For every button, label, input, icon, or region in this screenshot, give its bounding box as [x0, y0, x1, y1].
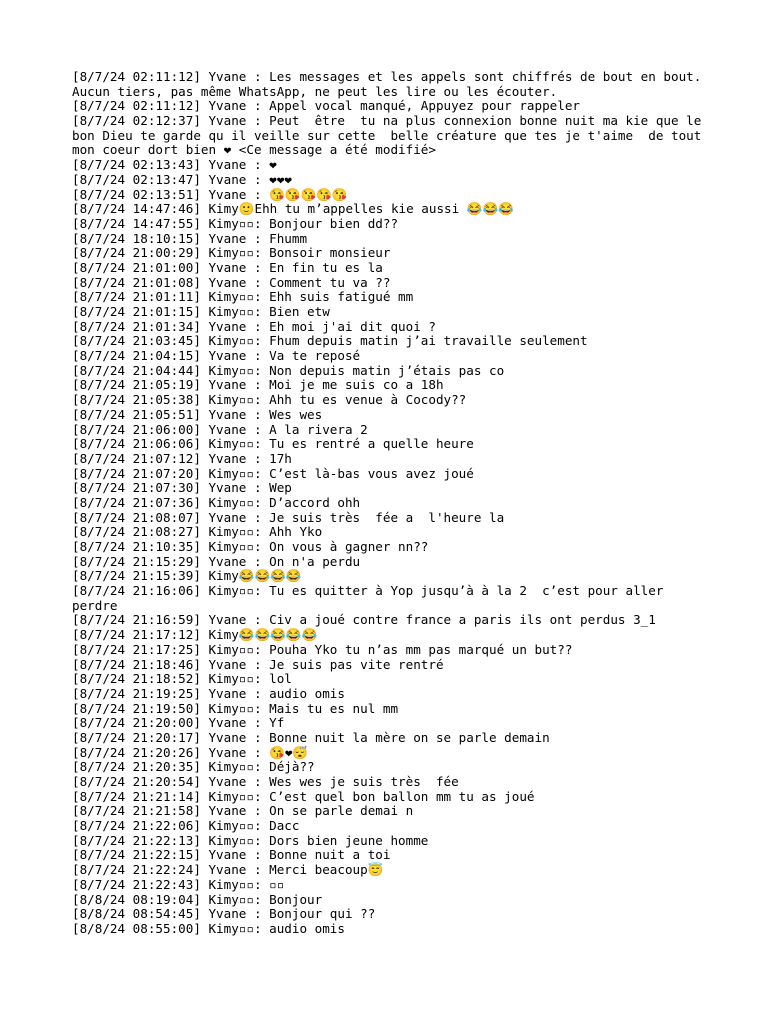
- chat-line: [8/7/24 21:18:52] Kimy▫▫: lol: [72, 671, 292, 687]
- chat-line: [8/7/24 21:06:00] Yvane : A la rivera 2: [72, 421, 368, 437]
- chat-line: [8/7/24 21:07:12] Yvane : 17h: [72, 450, 292, 466]
- chat-line: [8/7/24 21:06:06] Kimy▫▫: Tu es rentré a quelle heure: [72, 436, 474, 452]
- chat-line: [8/7/24 14:47:55] Kimy▫▫: Bonjour bien dd??: [72, 215, 399, 231]
- chat-line: [8/7/24 02:13:47] Yvane : ❤❤❤: [72, 171, 292, 187]
- chat-line: [8/7/24 21:17:12] Kimy😂😂😂😂😂: [72, 627, 318, 643]
- chat-line: [8/7/24 21:05:19] Yvane : Moi je me suis co a 18h: [72, 377, 444, 393]
- chat-line: [8/7/24 21:20:00] Yvane : Yf: [72, 715, 285, 731]
- chat-line: [8/7/24 02:11:12] Yvane : Les messages et les appels sont chiffrés de bout en bout. Aucun tiers, pas même WhatsApp, ne peut les lire ou les écouter.: [72, 69, 709, 99]
- chat-line: [8/7/24 02:12:37] Yvane : Peut être tu na plus connexion bonne nuit ma kie que le bon Dieu te garde qu il veille sur cette belle créature que tes je t'aime de tout mon coeur dort bien ❤ <Ce message a été modifié>: [72, 113, 709, 158]
- chat-line: [8/7/24 02:13:51] Yvane : 😘😘😘😘😘: [72, 186, 348, 202]
- chat-line: [8/7/24 21:10:35] Kimy▫▫: On vous à gagner nn??: [72, 539, 429, 554]
- chat-line: [8/8/24 08:54:45] Yvane : Bonjour qui ??: [72, 906, 376, 922]
- chat-line: [8/7/24 21:04:44] Kimy▫▫: Non depuis matin j’étais pas co: [72, 362, 505, 378]
- chat-line: [8/7/24 21:01:11] Kimy▫▫: Ehh suis fatigué mm: [72, 289, 414, 305]
- chat-line: [8/7/24 21:22:15] Yvane : Bonne nuit a toi: [72, 847, 391, 863]
- chat-line: [8/7/24 21:01:15] Kimy▫▫: Bien etw: [72, 304, 330, 319]
- chat-line: [8/7/24 21:01:00] Yvane : En fin tu es la: [72, 259, 383, 275]
- chat-line: [8/7/24 21:19:50] Kimy▫▫: Mais tu es nul mm: [72, 700, 399, 716]
- chat-line: [8/7/24 21:03:45] Kimy▫▫: Fhum depuis matin j’ai travaille seulement: [72, 333, 588, 349]
- chat-line: [8/7/24 21:01:08] Yvane : Comment tu va ??: [72, 274, 391, 290]
- chat-line: [8/8/24 08:55:00] Kimy▫▫: audio omis: [72, 920, 345, 936]
- chat-line: [8/7/24 21:07:20] Kimy▫▫: C’est là-bas vous avez joué: [72, 465, 474, 481]
- chat-line: [8/7/24 21:19:25] Yvane : audio omis: [72, 685, 345, 701]
- chat-line: [8/7/24 21:22:24] Yvane : Merci beacoup😇: [72, 862, 384, 878]
- chat-line: [8/7/24 21:15:39] Kimy😂😂😂😂: [72, 568, 302, 584]
- chat-line: [8/8/24 08:19:04] Kimy▫▫: Bonjour: [72, 891, 323, 907]
- chat-line: [8/7/24 21:15:29] Yvane : On n'a perdu: [72, 553, 361, 569]
- chat-line: [8/7/24 21:22:43] Kimy▫▫: ▫▫: [72, 876, 285, 892]
- chat-line: [8/7/24 21:00:29] Kimy▫▫: Bonsoir monsieur: [72, 245, 391, 261]
- chat-line: [8/7/24 21:08:07] Yvane : Je suis très fée a l'heure la: [72, 509, 505, 525]
- chat-line: [8/7/24 21:07:36] Kimy▫▫: D’accord ohh: [72, 494, 361, 510]
- chat-line: [8/7/24 21:08:27] Kimy▫▫: Ahh Yko: [72, 524, 323, 540]
- chat-line: [8/7/24 21:21:14] Kimy▫▫: C’est quel bon ballon mm tu as joué: [72, 788, 535, 804]
- chat-line: [8/7/24 21:20:26] Yvane : 😘❤😴: [72, 744, 309, 760]
- chat-line: [8/7/24 21:20:54] Yvane : Wes wes je suis très fée: [72, 774, 459, 789]
- chat-line: [8/7/24 21:16:59] Yvane : Civ a joué contre france a paris ils ont perdus 3_1: [72, 612, 656, 628]
- chat-line: [8/7/24 02:11:12] Yvane : Appel vocal manqué, Appuyez pour rappeler: [72, 98, 580, 114]
- chat-line: [8/7/24 21:20:17] Yvane : Bonne nuit la mère on se parle demain: [72, 729, 550, 745]
- chat-line: [8/7/24 21:05:38] Kimy▫▫: Ahh tu es venue à Cocody??: [72, 392, 467, 408]
- chat-line: [8/7/24 14:47:46] Kimy🙂Ehh tu m’appelles kie aussi 😂😂😂: [72, 201, 514, 217]
- chat-line: [8/7/24 21:21:58] Yvane : On se parle demai n: [72, 803, 414, 819]
- chat-line: [8/7/24 21:05:51] Yvane : Wes wes: [72, 406, 323, 422]
- chat-line: [8/7/24 21:22:06] Kimy▫▫: Dacc: [72, 818, 300, 834]
- chat-transcript: [72, 69, 709, 937]
- chat-line: [8/7/24 21:20:35] Kimy▫▫: Déjà??: [72, 759, 315, 775]
- chat-line: [8/7/24 21:22:13] Kimy▫▫: Dors bien jeune homme: [72, 832, 429, 848]
- chat-line: [8/7/24 21:17:25] Kimy▫▫: Pouha Yko tu n’as mm pas marqué un but??: [72, 641, 573, 657]
- chat-line: [8/7/24 21:18:46] Yvane : Je suis pas vite rentré: [72, 656, 444, 672]
- chat-line: [8/7/24 21:07:30] Yvane : Wep: [72, 480, 292, 496]
- chat-line: [8/7/24 02:13:43] Yvane : ❤: [72, 157, 277, 173]
- chat-line: [8/7/24 21:04:15] Yvane : Va te reposé: [72, 348, 361, 364]
- chat-line: [8/7/24 18:10:15] Yvane : Fhumm: [72, 230, 308, 246]
- chat-line: [8/7/24 21:01:34] Yvane : Eh moi j'ai dit quoi ?: [72, 318, 436, 334]
- chat-line: [8/7/24 21:16:06] Kimy▫▫: Tu es quitter à Yop jusqu’à à la 2 c’est pour aller perdre: [72, 583, 671, 613]
